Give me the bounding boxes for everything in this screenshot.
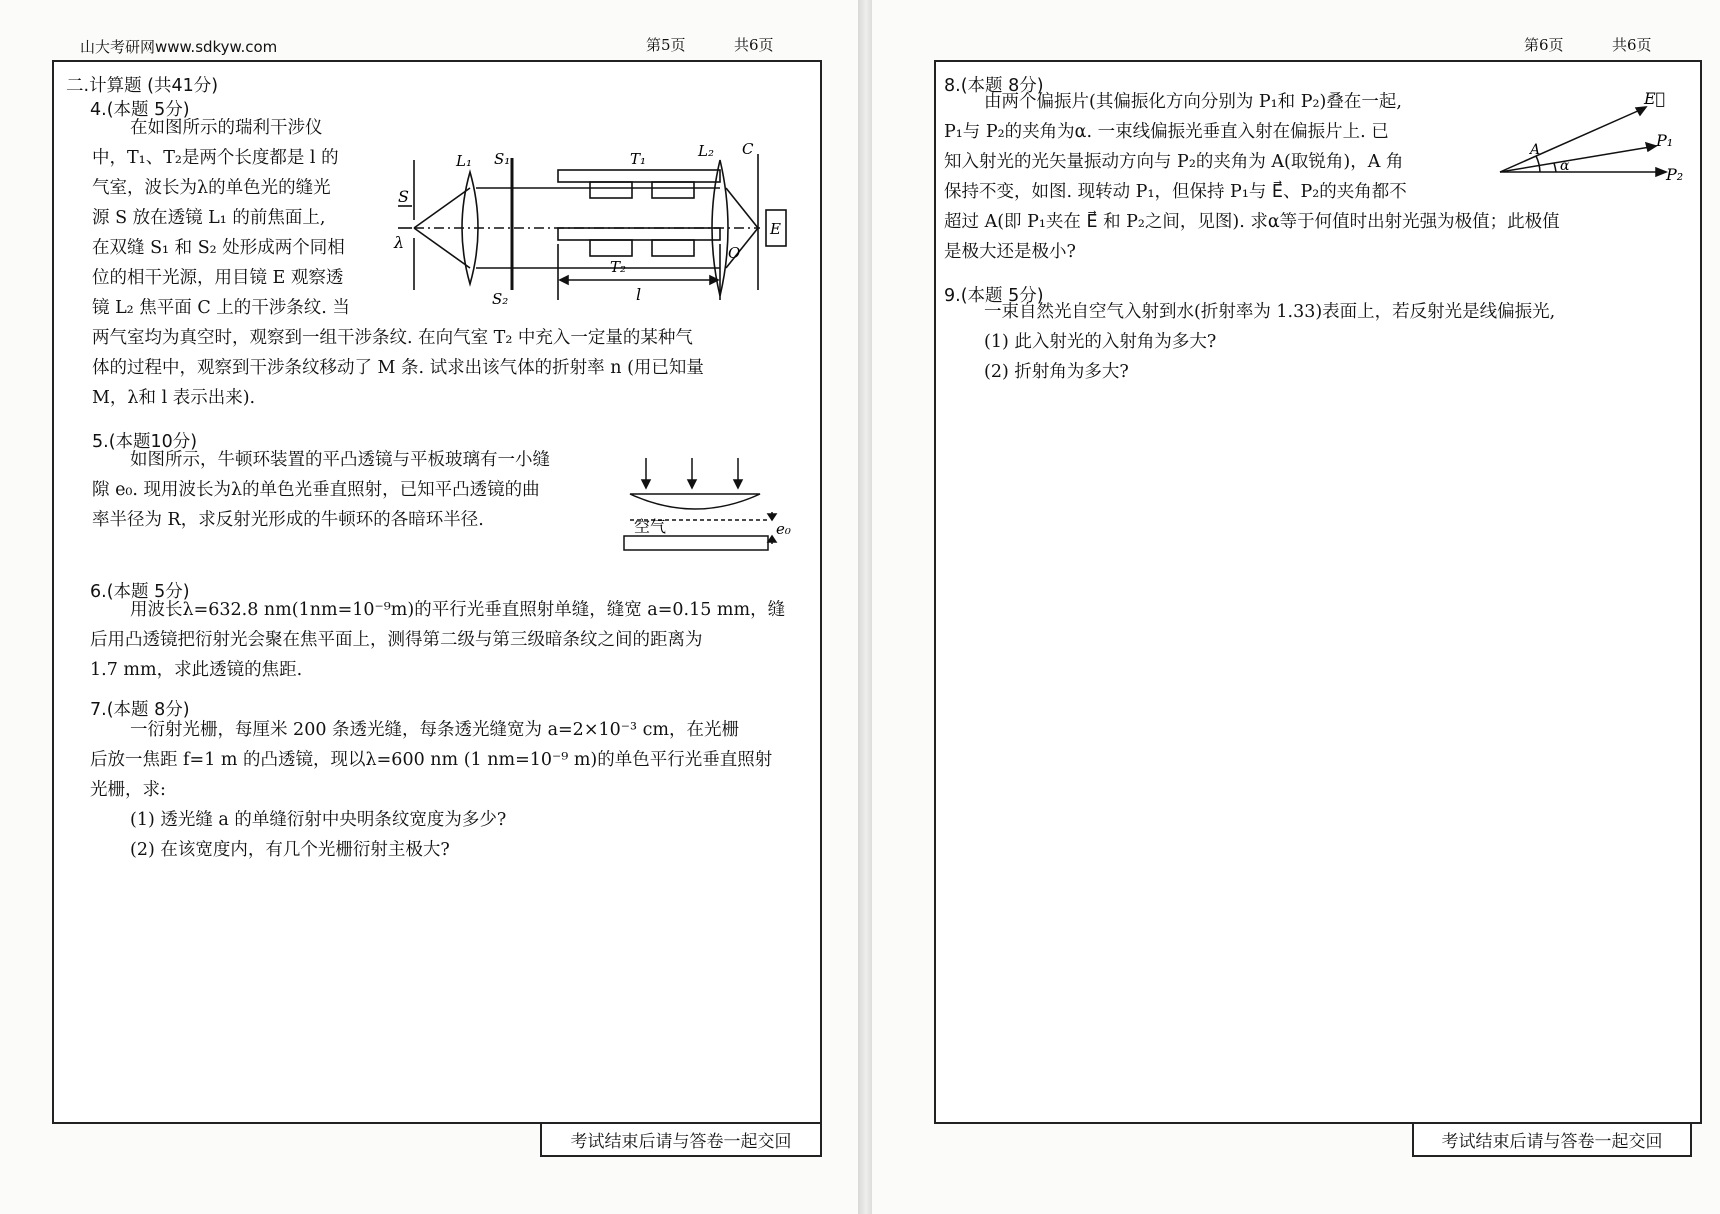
fig-label-p1: P₁ <box>1656 131 1674 150</box>
fig-label-a: A <box>1530 142 1541 158</box>
fig-label-e-vector: E⃗ <box>1644 90 1666 108</box>
fig-label-air: 空气 <box>634 517 667 536</box>
q8-line: 是极大还是极小? <box>944 242 1076 262</box>
fig-label-l1: L₁ <box>456 152 472 170</box>
q4-line: 气室，波长为λ的单色光的缝光 <box>92 178 331 198</box>
q9-heading: 9.(本题 5分) <box>944 286 1044 306</box>
q7-line: (1) 透光缝 a 的单缝衍射中央明条纹宽度为多少? <box>130 810 507 830</box>
q4-line: 源 S 放在透镜 L₁ 的前焦面上, <box>92 208 326 228</box>
q9-line: 一束自然光自空气入射到水(折射率为 1.33)表面上，若反射光是线偏振光, <box>984 302 1556 322</box>
fig-label-alpha: α <box>1560 158 1570 174</box>
fig-label-l: l <box>636 285 642 304</box>
q4-line: 在双缝 S₁ 和 S₂ 处形成两个同相 <box>92 238 345 258</box>
fig-label-e0: e₀ <box>776 520 791 538</box>
q4-line: 在如图所示的瑞利干涉仪 <box>130 118 323 138</box>
q7-line: 一衍射光栅，每厘米 200 条透光缝，每条透光缝宽为 a=2×10⁻³ cm，在光栅 <box>130 720 739 740</box>
q9-line: (1) 此入射光的入射角为多大? <box>984 332 1217 352</box>
q4-line: M，λ和 l 表示出来). <box>92 388 256 408</box>
q4-line: 中，T₁、T₂是两个长度都是 l 的 <box>92 148 339 168</box>
fig-label-t1: T₁ <box>630 150 647 168</box>
fig-label-t2: T₂ <box>610 258 627 276</box>
polarizer-angle-figure <box>1490 90 1690 190</box>
page-total: 共6页 <box>734 36 774 54</box>
fig-label-lambda: λ <box>394 233 405 252</box>
q8-line: 超过 A(即 P₁夹在 E⃗ 和 P₂之间，见图). 求α等于何值时出射光强为极值；此极值 <box>944 212 1560 232</box>
site-header: 山大考研网www.sdkyw.com <box>80 38 278 56</box>
q7-line: 后放一焦距 f=1 m 的凸透镜，现以λ=600 nm (1 nm=10⁻⁹ m)的单色平行光垂直照射 <box>90 750 773 770</box>
q5-heading: 5.(本题10分) <box>92 432 198 452</box>
q4-heading: 4.(本题 5分) <box>90 100 190 120</box>
fig-label-s1: S₁ <box>494 150 511 168</box>
q5-line: 隙 e₀. 现用波长为λ的单色光垂直照射，已知平凸透镜的曲 <box>92 480 540 500</box>
page-total: 共6页 <box>1612 36 1652 54</box>
q7-line: (2) 在该宽度内，有几个光栅衍射主极大? <box>130 840 450 860</box>
q6-line: 用波长λ=632.8 nm(1nm=10⁻⁹m)的平行光垂直照射单缝，缝宽 a=0.15 mm，缝 <box>130 600 786 620</box>
section-title: 二.计算题 (共41分) <box>66 76 219 96</box>
rayleigh-interferometer-figure <box>390 140 790 310</box>
fig-label-p2: P₂ <box>1666 165 1684 184</box>
q6-line: 后用凸透镜把衍射光会聚在焦平面上，测得第二级与第三级暗条纹之间的距离为 <box>90 630 703 650</box>
q7-line: 光栅，求: <box>90 780 166 800</box>
page-number: 第5页 <box>646 36 686 54</box>
q4-line: 位的相干光源，用目镜 E 观察透 <box>92 268 344 288</box>
q8-line: P₁与 P₂的夹角为α. 一束线偏振光垂直入射在偏振片上. 已 <box>944 122 1389 142</box>
q5-line: 如图所示，牛顿环装置的平凸透镜与平板玻璃有一小缝 <box>130 450 550 470</box>
q8-heading: 8.(本题 8分) <box>944 76 1044 96</box>
fig-label-o: O <box>728 244 741 262</box>
fig-label-c: C <box>742 140 754 158</box>
q6-line: 1.7 mm，求此透镜的焦距. <box>90 660 303 680</box>
footer-note: 考试结束后请与答卷一起交回 <box>540 1122 822 1157</box>
fig-label-l2: L₂ <box>698 142 714 160</box>
footer-note: 考试结束后请与答卷一起交回 <box>1412 1122 1692 1157</box>
q8-line: 由两个偏振片(其偏振化方向分别为 P₁和 P₂)叠在一起, <box>984 92 1402 112</box>
page-number: 第6页 <box>1524 36 1564 54</box>
q6-heading: 6.(本题 5分) <box>90 582 190 602</box>
q4-line: 两气室均为真空时，观察到一组干涉条纹. 在向气室 T₂ 中充入一定量的某种气 <box>92 328 693 348</box>
q7-heading: 7.(本题 8分) <box>90 700 190 720</box>
q8-line: 知入射光的光矢量振动方向与 P₂的夹角为 A(取锐角)，A 角 <box>944 152 1404 172</box>
q4-line: 体的过程中，观察到干涉条纹移动了 M 条. 试求出该气体的折射率 n (用已知量 <box>92 358 704 378</box>
q8-line: 保持不变，如图. 现转动 P₁，但保持 P₁与 E⃗、P₂的夹角都不 <box>944 182 1407 202</box>
fig-label-e: E <box>770 220 781 238</box>
newton-rings-figure <box>620 452 800 554</box>
fig-label-s2: S₂ <box>492 290 509 308</box>
q4-line: 镜 L₂ 焦平面 C 上的干涉条纹. 当 <box>92 298 350 318</box>
q5-line: 率半径为 R，求反射光形成的牛顿环的各暗环半径. <box>92 510 484 530</box>
fig-label-s: S <box>398 187 409 206</box>
q9-line: (2) 折射角为多大? <box>984 362 1129 382</box>
right-page <box>872 0 1720 1214</box>
